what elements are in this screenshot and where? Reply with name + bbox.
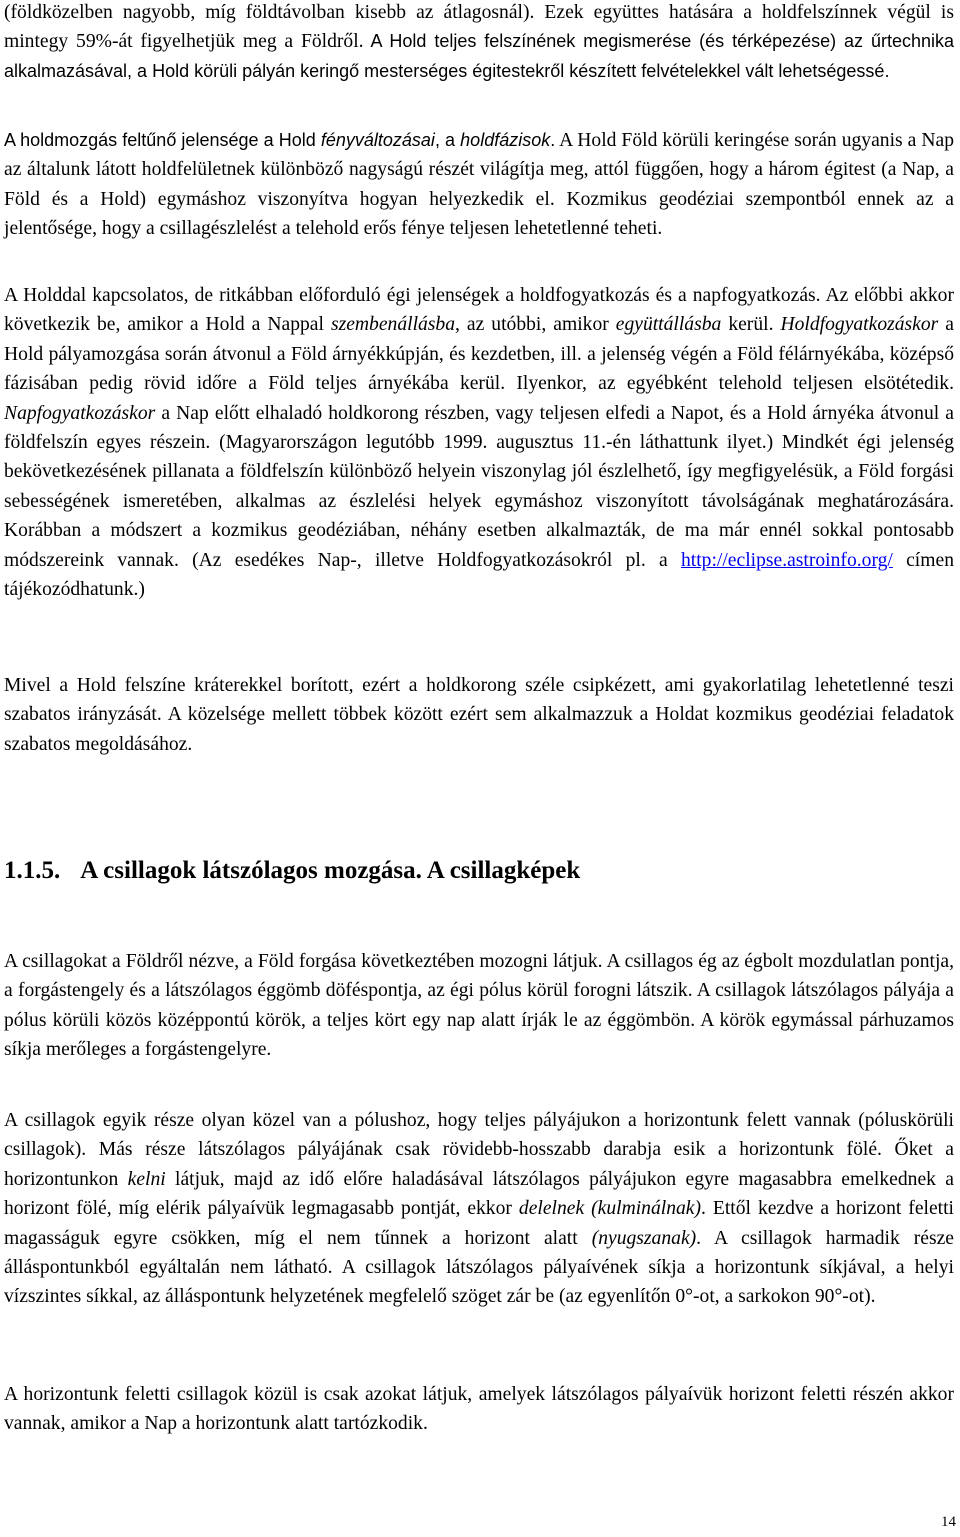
text-span: A csillagokat a Földről nézve, a Föld forgása következtében mozogni látjuk. A csillagos ég az égbolt mozdulatlan pontja, a forgástengely és a látszólagos éggömb döféspontja, az égi pólus körül forogni látszik. A csillagok látszólagos pályája a pólus körüli közös középpontú körök, a teljes kört egy nap alatt írják le az éggömbön. A körök egymással párhuzamos síkja merőleges a forgástengelyre. bbox=[4, 951, 954, 1061]
text-span: látjuk, majd az idő előre haladásával látszólagos pályájukon egyre magasabbra emelkednek a horizont fölé, míg elérik pályaívük legmagasabb pontját, ekkor bbox=[4, 1168, 954, 1220]
paragraph-horizon-stars bbox=[4, 1380, 954, 1439]
italic-term: delelnek (kulminálnak) bbox=[518, 1198, 702, 1220]
page-number: 14 bbox=[941, 1514, 956, 1530]
italic-term: fényváltozásai bbox=[320, 130, 435, 150]
section-heading bbox=[4, 854, 580, 888]
italic-term: holdfázisok bbox=[460, 130, 551, 150]
italic-term: Holdfogyatkozáskor bbox=[780, 314, 939, 336]
paragraph-moon-surface bbox=[4, 671, 954, 759]
text-span: A Hold teljes felszínének megismerése (és térképezése) az űrtechnika alkalmazásával, a Hold körüli pályán keringő mesterséges égitestekről készített felvételekkel vált lehetségessé. bbox=[4, 31, 954, 81]
text-span: . A csillagok harmadik része álláspontunkból egyáltalán nem látható. A csillagok látszólagos pályaívének síkja a horizontunk síkjával, a helyi vízszintes síkkal, az álláspontunk helyzetének megfelelő szöget zár be (az egyenlítőn 0°-ot, a sarkokon 90°-ot). bbox=[4, 1227, 954, 1308]
text-span: A horizontunk feletti csillagok közül is csak azokat látjuk, amelyek látszólagos pályaívük horizont feletti részén akkor vannak, amikor a Nap a horizontunk alatt tartózkodik. bbox=[4, 1384, 954, 1435]
text-span: Kozmikus geodéziai szempontból ennek az a jelentősége, hogy a csillagészlelést a telehold erős fénye teljesen lehetetlenné teheti. bbox=[4, 188, 954, 240]
text-span: a Hold pályamozgása során átvonul a Föld árnyékkúpján, és kezdetben, ill. a jelenség végén a Föld félárnyékába, középső fázisában pedig rövid időre a Föld teljes árnyékába kerül. Ilyenkor, az egyébként telehold teljesen elsötétedik. bbox=[4, 314, 954, 395]
italic-term: szembenállásba bbox=[330, 314, 456, 336]
text-span: a Nap előtt elhaladó holdkorong részben, vagy teljesen elfedi a Napot, és a Hold árnyéka átvonul a földfelszín egyes részein. (Magyarországon legutóbb 1999. augusztus 11.-én láthattunk ilyet.) Mindkét égi jelenség bekövetkezésének pillanata a földfelszín különböző helyein viszonylag jól észlelhető, így megfigyelésük, a Föld forgási sebességének ismeretében, alkalmas az észlelési helyek egymáshoz viszonyított távolságának meghatározására. Korábban a módszert a kozmikus geodéziában, néhány esetben alkalmazták, de ma már ennél sokkal pontosabb módszereink vannak. (Az esedékes Nap-, illetve Holdfogyatkozásokról pl. a bbox=[4, 402, 954, 571]
italic-term: kelni bbox=[127, 1168, 166, 1190]
text-span: . Ettől kezdve a horizont feletti magasságuk egyre csökken, míg el nem tűnnek a horizont alatt bbox=[4, 1198, 954, 1249]
section-title: A csillagok látszólagos mozgása. A csillagképek bbox=[80, 857, 581, 884]
text-span: címen tájékozódhatunk.) bbox=[4, 549, 954, 601]
text-span: kerül. bbox=[721, 314, 781, 336]
text-span: A holdmozgás feltűnő jelensége a Hold bbox=[4, 130, 321, 150]
text-span: A Hold Föld körüli keringése során ugyanis a Nap az általunk látott holdfelületnek különböző nagyságú részét világítja meg, attól függően, hogy a három égitest (a Nap, a Föld és a Hold) egymáshoz viszonyítva hogyan helyezkedik el. bbox=[4, 130, 955, 210]
section-number: 1.1.5. bbox=[4, 857, 61, 884]
text-span: A csillagok egyik része olyan közel van a pólushoz, hogy teljes pályájukon a horizontunk felett vannak (póluskörüli csillagok). Más része látszólagos pályájának csak rövidebb-hosszabb darabja esik a horizontunk fölé. Őket a horizontunkon bbox=[4, 1110, 954, 1190]
text-span: Mivel a Hold felszíne kráterekkel borított, ezért a holdkorong széle csipkézett, ami gyakorlatilag lehetetlenné teszi szabatos irányzását. A közelsége mellett többek között ezért sem alkalmazzuk a Holdat kozmikus geodéziai feladatok szabatos megoldásához. bbox=[4, 675, 954, 755]
text-span: (földközelben nagyobb, míg földtávolban kisebb az átlagosnál). Ezek együttes hatására a holdfelszínnek végül is mintegy 59%-át figyelhetjük meg a Földről. bbox=[4, 2, 954, 53]
italic-term: (nyugszanak) bbox=[591, 1227, 697, 1249]
eclipse-link[interactable]: http://eclipse.astroinfo.org/ bbox=[680, 549, 893, 571]
italic-term: Napfogyatkozáskor bbox=[4, 402, 156, 424]
paragraph-moon-libration bbox=[4, 0, 954, 86]
text-span: Az előbbi akkor következik be, amikor a Hold a Nappal bbox=[4, 285, 954, 336]
paragraph-star-visibility bbox=[4, 1106, 954, 1312]
paragraph-moon-phases bbox=[4, 126, 954, 244]
paragraph-eclipses bbox=[4, 281, 954, 604]
text-span: , a bbox=[434, 130, 461, 150]
text-span: , az utóbbi, amikor bbox=[455, 314, 616, 336]
paragraph-star-motion bbox=[4, 947, 954, 1065]
text-span: . bbox=[550, 130, 556, 150]
text-span: A Holddal kapcsolatos, de ritkábban előforduló égi jelenségek a holdfogyatkozás és a napfogyatkozás. bbox=[4, 285, 821, 306]
italic-term: együttállásba bbox=[615, 314, 722, 336]
